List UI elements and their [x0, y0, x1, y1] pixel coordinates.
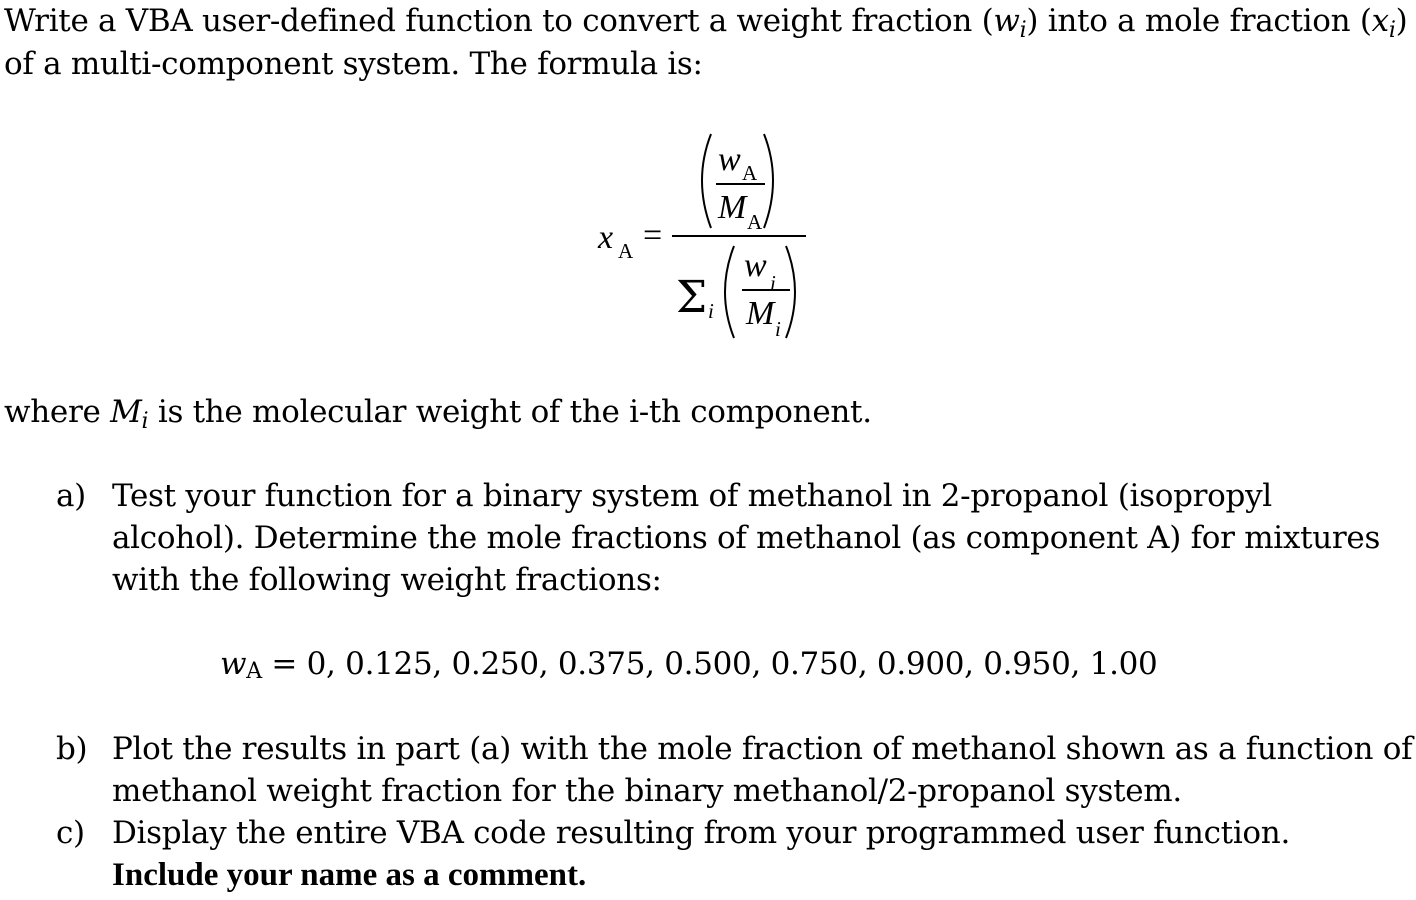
denominator-M-sub: i [775, 317, 781, 341]
list-item-c [0, 813, 1416, 897]
numerator-left-paren [702, 134, 711, 228]
intro-text: Write a VBA user-defined function to convert a weight fraction ( [4, 3, 994, 39]
intro-text: ) into a mole fraction ( [1026, 3, 1372, 39]
formula-equals: = [643, 217, 663, 254]
formula-lhs-x: x [598, 219, 614, 256]
item-b-line-1: Plot the results in part (a) with the mole fraction of methanol shown as a function of [112, 731, 1413, 767]
item-c-line-2: Include your name as a comment. [112, 857, 587, 893]
denominator-M: M [746, 295, 775, 332]
subscript-i: i [1019, 18, 1027, 43]
denominator-w: w [744, 247, 767, 284]
weight-fraction-symbol: w [993, 3, 1020, 39]
values-w-sub: A [246, 659, 262, 684]
numerator-right-paren [764, 134, 773, 228]
mole-fraction-formula [0, 0, 1416, 360]
values-w: w [220, 646, 247, 682]
numerator-w-sub: A [742, 161, 758, 185]
item-marker-c: c) [56, 815, 85, 851]
intro-text: ) [1395, 3, 1408, 39]
intro-line-2: of a multi-component system. The formula is: [4, 46, 703, 82]
numerator-M: M [718, 189, 747, 226]
molecular-weight-symbol: M [110, 394, 142, 430]
where-prefix: where [4, 394, 111, 430]
values-list: = 0, 0.125, 0.250, 0.375, 0.500, 0.750, 0.900, 0.950, 1.00 [261, 646, 1158, 682]
item-a-line-1: Test your function for a binary system of methanol in 2-propanol (isopropyl [112, 478, 1272, 514]
item-c-line-1: Display the entire VBA code resulting from your programmed user function. [112, 815, 1291, 851]
formula-lhs-sub: A [618, 239, 634, 263]
where-line [4, 392, 872, 436]
list-item-b [0, 729, 1416, 813]
item-b-line-2: methanol weight fraction for the binary methanol/2-propanol system. [112, 773, 1182, 809]
numerator-M-sub: A [747, 210, 763, 234]
where-suffix: is the molecular weight of the i-th component. [148, 394, 872, 430]
denominator-right-paren [786, 246, 795, 338]
subscript-i: i [141, 409, 149, 434]
mole-fraction-symbol: x [1371, 3, 1389, 39]
sigma-icon: Σ [676, 272, 708, 323]
weight-fraction-values [220, 644, 1157, 688]
list-item-a [0, 476, 1416, 596]
sigma-sub: i [708, 299, 714, 323]
subscript-i: i [1388, 18, 1396, 43]
item-a-line-2: alcohol). Determine the mole fractions of methanol (as component A) for mixtures [112, 520, 1381, 556]
denominator-left-paren [725, 246, 734, 338]
item-marker-a: a) [56, 478, 86, 514]
numerator-w: w [718, 141, 741, 178]
item-marker-b: b) [56, 731, 88, 767]
denominator-w-sub: i [770, 271, 776, 295]
item-a-line-3: with the following weight fractions: [112, 562, 662, 598]
